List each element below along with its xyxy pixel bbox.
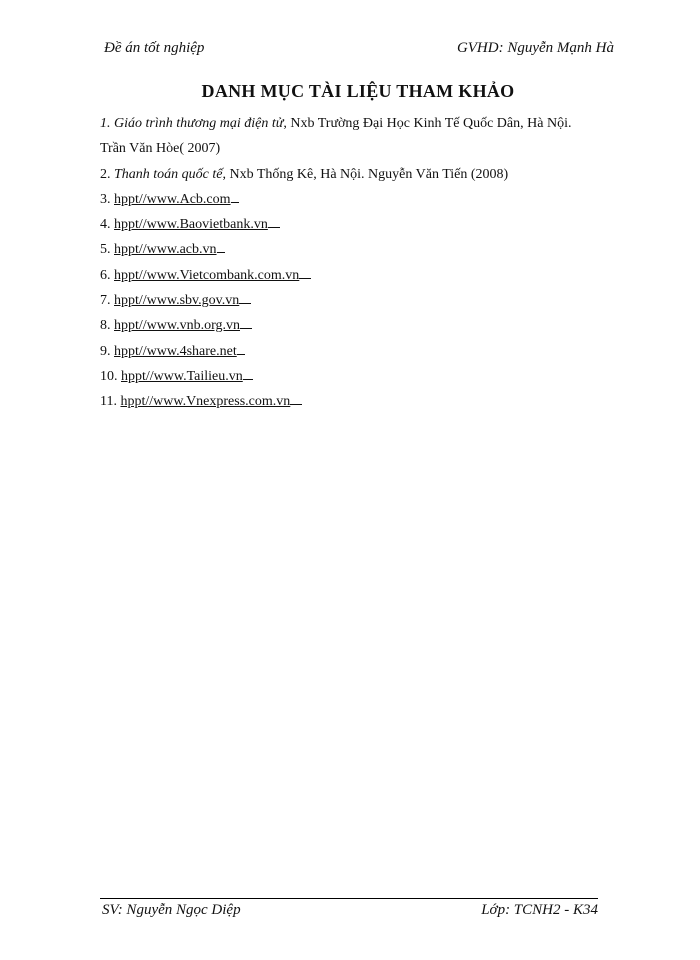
reference-link[interactable]: hppt//www.vnb.org.vn — [114, 318, 240, 334]
reference-item-10 — [100, 364, 620, 389]
reference-number: 9. — [100, 343, 111, 359]
header-left: Đề án tốt nghiệp — [104, 40, 205, 56]
underline-tail — [268, 214, 280, 228]
reference-details: , Nxb Thống Kê, Hà Nội. Nguyễn Văn Tiến (2008) — [222, 166, 509, 182]
underline-tail — [231, 189, 239, 203]
reference-list — [100, 111, 620, 415]
reference-item-5 — [100, 237, 620, 262]
reference-link[interactable]: hppt//www.Acb.com — [114, 191, 231, 207]
footer-right: Lớp: TCNH2 - K34 — [481, 902, 598, 918]
reference-number: 4. — [100, 217, 111, 233]
reference-details-continuation: Trần Văn Hòe( 2007) — [100, 141, 221, 157]
header-right: GVHD: Nguyễn Mạnh Hà — [456, 40, 614, 56]
page-title: DANH MỤC TÀI LIỆU THAM KHẢO — [201, 81, 515, 101]
reference-number: 2. — [100, 166, 111, 182]
reference-number: 8. — [100, 318, 111, 334]
reference-item-11 — [100, 389, 620, 414]
underline-tail — [243, 366, 253, 380]
underline-tail — [237, 341, 245, 355]
reference-item-1 — [100, 111, 620, 136]
reference-number: 1. — [100, 116, 111, 131]
underline-tail — [217, 239, 225, 253]
footer-divider — [100, 898, 598, 899]
reference-title: Giáo trình thương mại điện tử — [114, 116, 284, 131]
reference-link[interactable]: hppt//www.Vnexpress.com.vn — [120, 394, 291, 410]
reference-link[interactable]: hppt//www.acb.vn — [114, 242, 217, 258]
reference-item-7 — [100, 288, 620, 313]
reference-item-2 — [100, 162, 620, 187]
reference-link[interactable]: hppt//www.Baovietbank.vn — [114, 217, 268, 233]
reference-item-1-continuation — [100, 136, 620, 161]
reference-number: 7. — [100, 293, 111, 309]
underline-tail — [299, 265, 311, 279]
reference-link[interactable]: hppt//www.sbv.gov.vn — [114, 293, 240, 309]
reference-item-8 — [100, 313, 620, 338]
reference-link[interactable]: hppt//www.4share.net — [114, 343, 237, 359]
reference-number: 11. — [100, 394, 117, 410]
reference-item-4 — [100, 212, 620, 237]
reference-number: 5. — [100, 242, 111, 258]
underline-tail — [240, 315, 252, 329]
reference-number: 10. — [100, 368, 118, 384]
reference-number: 6. — [100, 267, 111, 283]
underline-tail — [239, 290, 251, 304]
reference-link[interactable]: hppt//www.Tailieu.vn — [121, 368, 243, 384]
reference-item-6 — [100, 263, 620, 288]
reference-details: , Nxb Trường Đại Học Kinh Tế Quốc Dân, Hà Nội. — [283, 116, 572, 131]
reference-item-9 — [100, 339, 620, 364]
reference-link[interactable]: hppt//www.Vietcombank.com.vn — [114, 267, 300, 283]
reference-number: 3. — [100, 191, 111, 207]
reference-title: Thanh toán quốc tế — [114, 166, 223, 182]
reference-item-3 — [100, 187, 620, 212]
footer-left: SV: Nguyễn Ngọc Diệp — [102, 902, 241, 918]
underline-tail — [290, 391, 302, 405]
